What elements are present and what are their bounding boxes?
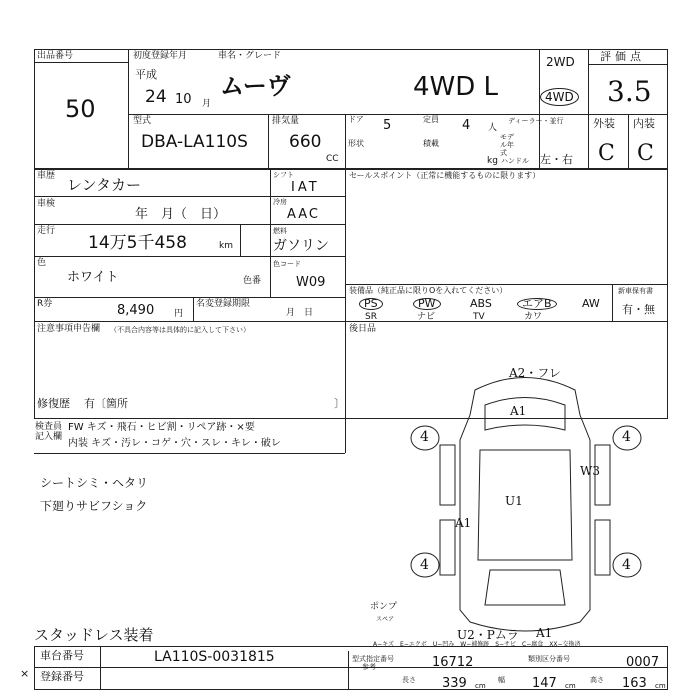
new-manual-value: 有・無 <box>622 303 655 316</box>
lot-label: 出品番号 <box>37 51 74 61</box>
width-value: 147 <box>532 676 557 691</box>
color-no-label: 色番 <box>243 276 262 286</box>
length-label: 長さ <box>402 676 416 684</box>
width-unit: cm <box>565 682 576 690</box>
height-label: 高さ <box>590 676 604 684</box>
spare-label: ポンプ <box>370 602 398 612</box>
handle-value: 左・右 <box>540 153 573 166</box>
equip-sr: SR <box>365 312 377 322</box>
chassis-label: 車台番号 <box>40 649 84 662</box>
car-name-label: 車名・グレード <box>218 51 282 61</box>
exterior-value: C <box>598 141 615 166</box>
color-code-value: W09 <box>296 275 326 290</box>
chassis-value: LA110S-0031815 <box>154 649 275 665</box>
capacity-value: 4 <box>462 118 471 133</box>
doors-value: 5 <box>383 118 392 133</box>
model-label: 型式 <box>133 116 152 126</box>
history-value: レンタカー <box>67 176 142 194</box>
fuel-value: ガソリン <box>273 238 329 254</box>
repair-label: 修復歴 <box>37 397 70 410</box>
type-designation-label: 型式指定番号 <box>352 655 394 663</box>
tyre-rear-right: 4 <box>622 557 631 573</box>
length-unit: cm <box>475 682 486 690</box>
shape-label: 形状 <box>348 139 364 148</box>
inspector-line1: FW キズ・飛石・ヒビ割・リペア跡・×要 <box>68 422 255 433</box>
ref-label: 参考 <box>362 663 376 671</box>
repair-close: 〕 <box>334 397 345 410</box>
new-manual-label: 新車保有書 <box>618 287 653 295</box>
model-value: DBA-LA110S <box>141 132 248 152</box>
inspector-label: 後日品 <box>349 324 377 334</box>
inspection-value: 年 月（ 日） <box>135 207 227 222</box>
handwritten-note-3: スタッドレス装着 <box>34 626 154 644</box>
shift-label: シフト <box>273 171 294 179</box>
equip-leather: カワ <box>524 312 543 322</box>
height-value: 163 <box>622 676 647 691</box>
mark-roof: U1 <box>505 494 523 508</box>
inspector-check-label: 検査員記入欄 <box>35 422 63 442</box>
equipment-label: 装備品（純正品に限りOを入れてください） <box>349 286 508 295</box>
capacity-label: 定員 <box>423 115 439 124</box>
recycle-value: 8,490 <box>117 303 155 318</box>
equip-navi: ナビ <box>417 312 436 322</box>
inspection-label: 車検 <box>37 199 56 209</box>
mark-front: A2・フレ <box>509 366 561 380</box>
class-label: 類別区分番号 <box>528 655 570 663</box>
first-reg-label: 初度登録年月 <box>133 51 188 61</box>
name-change-label: 名変登録期限 <box>196 299 251 309</box>
color-code-label: 色コード <box>273 260 301 268</box>
mark-hood: A1 <box>510 404 527 418</box>
sales-point-label: セールスポイント（正常に機能するものに限ります） <box>349 171 541 180</box>
equip-airbag: エアB <box>517 298 557 310</box>
first-reg-year: 24 <box>145 87 167 107</box>
interior-label: 内装 <box>633 117 655 130</box>
spare-sub: スペア <box>376 616 395 623</box>
yen-unit: 円 <box>174 309 184 319</box>
equip-aw: AW <box>582 297 600 310</box>
fuel-label: 燃料 <box>273 227 287 235</box>
handle-label: ハンドル <box>501 157 529 165</box>
exterior-label: 外装 <box>593 117 615 130</box>
length-value: 339 <box>442 676 467 691</box>
displacement-label: 排気量 <box>272 116 300 126</box>
drive-2wd: 2WD <box>546 55 575 69</box>
mark-right-door: W3 <box>580 464 600 478</box>
inspector-line2: 内装 キズ・汚レ・コゲ・穴・スレ・キレ・破レ <box>68 438 281 449</box>
equip-pw: PW <box>413 298 441 310</box>
name-change-value: 月 日 <box>286 308 314 318</box>
repair-value: 有〔箇所 <box>84 397 128 410</box>
interior-value: C <box>637 141 654 166</box>
kg-unit: kg <box>487 156 498 166</box>
color-label: 色 <box>37 258 47 268</box>
km-unit: km <box>219 241 233 251</box>
month-unit: 月 <box>202 99 212 109</box>
cc-unit: CC <box>326 154 339 164</box>
width-label: 幅 <box>498 676 505 684</box>
load-label: 積載 <box>423 139 439 148</box>
car-damage-diagram <box>400 360 650 645</box>
era: 平成 <box>135 68 157 81</box>
caution-sub: （不具合内容等は具体的に記入して下さい） <box>110 326 250 334</box>
equip-tv: TV <box>473 312 485 322</box>
lot-number: 50 <box>65 95 96 123</box>
displacement-value: 660 <box>289 132 322 152</box>
damage-legend: A−キズ E−エクボ U−凹み W−補修跡 S−サビ C−腐食 XX−交換済 <box>373 641 581 648</box>
tyre-rear-left: 4 <box>420 557 429 573</box>
reg-label: 登録番号 <box>40 670 84 683</box>
height-unit: cm <box>655 682 666 690</box>
caution-label: 注意事項申告欄 <box>37 324 101 334</box>
history-label: 車歴 <box>37 171 56 181</box>
first-reg-month: 10 <box>175 92 192 107</box>
tyre-front-right: 4 <box>622 429 631 445</box>
handwritten-note-2: 下廻りサビフショク <box>40 499 148 513</box>
doors-label: ドア <box>348 115 364 124</box>
tyre-front-left: 4 <box>420 429 429 445</box>
color-value: ホワイト <box>67 270 119 285</box>
ac-label: 冷房 <box>273 198 287 206</box>
dealer-label: ディーラー・並行 <box>508 117 564 125</box>
car-name: ムーヴ <box>220 72 291 100</box>
mark-rear-2: A1 <box>536 626 553 640</box>
type-designation-value: 16712 <box>432 655 474 670</box>
model-year-label: モデル年式 <box>500 133 514 157</box>
drive-4wd: 4WD <box>540 88 579 106</box>
equip-ps: PS <box>359 298 383 310</box>
rating-label: 評価点 <box>600 50 645 63</box>
footer-mark: × <box>20 667 30 680</box>
rating-value: 3.5 <box>607 75 652 108</box>
mark-rear: U2・Pムラ <box>457 628 519 642</box>
handwritten-note-1: シートシミ・ヘタリ <box>40 476 149 490</box>
recycle-label: R券 <box>37 299 53 309</box>
class-value: 0007 <box>626 655 660 670</box>
grade: 4WD L <box>413 72 499 102</box>
person-unit: 人 <box>488 123 498 133</box>
equip-abs: ABS <box>470 297 492 310</box>
mileage-value: 14万5千458 <box>88 233 187 253</box>
mark-left-door: A1 <box>455 516 472 530</box>
shift-value: IAT <box>291 180 320 195</box>
mileage-label: 走行 <box>37 226 56 236</box>
ac-value: AAC <box>287 207 320 222</box>
